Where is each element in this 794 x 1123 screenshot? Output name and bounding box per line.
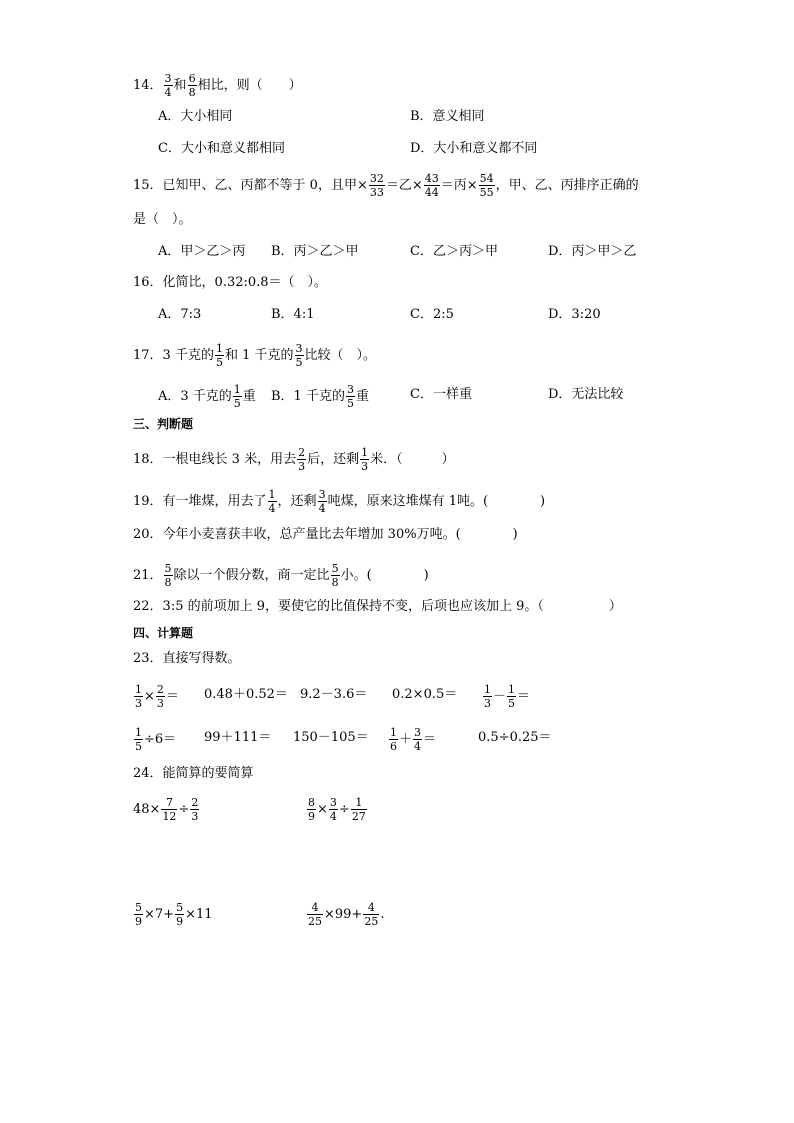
fraction: $\frac{3}{5}$ [295,342,303,369]
question-16: 16．化简比，0.32:0.8＝（ ）。 [133,275,328,290]
q14-option-a: A．大小相同 [158,109,233,124]
q16-option-b: B．4:1 [271,307,315,322]
fraction: $\frac{3}{4}$ [318,488,326,515]
simplify-expr-2: $\frac{8}{9}$ × $\frac{3}{4}$ ÷ $\frac{1}{27}$ [308,796,366,823]
calc-r1-c: 9.2－3.6＝ [300,687,368,702]
fraction: $\frac{4}{25}$ [364,901,379,928]
fraction: $\frac{6}{8}$ [188,72,196,99]
fraction: $\frac{32}{33}$ [369,172,384,199]
fraction: $\frac{2}{3}$ [191,796,199,823]
fraction: $\frac{1}{27}$ [351,796,366,823]
fraction: $\frac{4}{25}$ [308,901,322,928]
q14-option-c: C．大小和意义都相同 [158,141,285,156]
fraction: $\frac{7}{12}$ [162,796,177,823]
q15-option-c: C．乙＞丙＞甲 [410,244,498,259]
fraction: $\frac{3}{4}$ [329,796,337,823]
question-19: 19．有一堆煤，用去了 $\frac{1}{4}$ ，还剩 $\frac{3}{4}$ 吨煤，原来这堆煤有 1吨。( ) [133,488,546,515]
simplify-expr-4: $\frac{4}{25}$ ×99+ $\frac{4}{25}$ . [308,901,385,928]
fraction: $\frac{3}{4}$ [164,72,172,99]
q15-option-d: D．丙＞甲＞乙 [548,244,637,259]
fraction: $\frac{1}{5}$ [215,342,223,369]
q14-option-d: D．大小和意义都不同 [410,141,538,156]
calc-r1-a: $\frac{1}{3}$ × $\frac{2}{3}$ ＝ [135,683,179,710]
section-heading-judgment: 三、判断题 [133,417,194,431]
q15-option-b: B．丙＞乙＞甲 [271,244,359,259]
fraction: $\frac{54}{55}$ [479,172,494,199]
fraction: $\frac{2}{3}$ [156,683,164,710]
section-heading-calculation: 四、计算题 [133,626,194,640]
fraction: $\frac{1}{5}$ [508,683,516,710]
q16-option-c: C．2:5 [410,307,454,322]
simplify-expr-3: $\frac{5}{9}$ ×7+ $\frac{5}{9}$ ×11 [135,901,213,928]
fraction: $\frac{8}{9}$ [308,796,315,823]
q15-option-a: A．甲＞乙＞丙 [158,244,246,259]
calc-r2-b: 99＋111＝ [204,730,272,745]
fraction: $\frac{5}{9}$ [176,901,184,928]
fraction: $\frac{1}{3}$ [135,683,142,710]
question-21: 21． $\frac{5}{8}$ 除以一个假分数，商一定比 $\frac{5}{8}$ 小。( ) [133,562,429,589]
question-20: 20．今年小麦喜获丰收，总产量比去年增加 30%万吨。( ) [133,527,518,542]
question-15: 15．已知甲、乙、丙都不等于 0，且甲× $\frac{32}{33}$ ＝乙× $\frac{43}{44}$ ＝丙× $\frac{54}{55}$ ，甲、乙、丙排序正确的 [133,172,639,199]
question-14: 14． $\frac{3}{4}$ 和 $\frac{6}{8}$ 相比，则（ ） [133,72,302,99]
fraction: $\frac{43}{44}$ [424,172,439,199]
fraction: $\frac{1}{5}$ [233,383,241,410]
fraction: $\frac{1}{4}$ [268,488,276,515]
fraction: $\frac{3}{5}$ [346,383,354,410]
q17-option-b: B．1 千克的 $\frac{3}{5}$ 重 [271,383,369,410]
question-24-title: 24．能简算的要简算 [133,766,254,781]
question-23-title: 23．直接写得数。 [133,651,241,666]
question-22: 22．3:5 的前项加上 9，要使它的比值保持不变，后项也应该加上 9。（ ） [133,599,622,614]
q17-option-d: D．无法比较 [548,387,624,402]
fraction: $\frac{1}{3}$ [484,683,491,710]
q16-option-d: D．3:20 [548,307,601,322]
calc-r2-a: $\frac{1}{5}$ ÷6＝ [135,726,177,753]
fraction: $\frac{5}{9}$ [135,901,142,928]
fraction: $\frac{1}{6}$ [390,726,397,753]
question-18: 18．一根电线长 3 米，用去 $\frac{2}{3}$ 后，还剩 $\frac{1}{3}$ 米．（ ） [133,446,455,473]
q17-option-c: C．一样重 [410,387,472,402]
fraction: $\frac{5}{8}$ [164,562,172,589]
q14-number: 14． [133,78,163,93]
fraction: $\frac{3}{4}$ [414,726,422,753]
q17-option-a: A．3 千克的 $\frac{1}{5}$ 重 [158,383,256,410]
calc-r1-b: 0.48＋0.52＝ [204,687,288,702]
q16-option-a: A．7:3 [158,307,202,322]
q15-line2: 是（ ）。 [133,212,192,227]
fraction: $\frac{1}{5}$ [135,726,142,753]
calc-r1-d: 0.2×0.5＝ [392,687,458,702]
calc-r2-e: 0.5÷0.25＝ [478,730,552,745]
calc-r2-c: 150－105＝ [293,730,369,745]
calc-r2-d: $\frac{1}{6}$ ＋ $\frac{3}{4}$ ＝ [390,726,437,753]
simplify-expr-1: 48× $\frac{7}{12}$ ÷ $\frac{2}{3}$ [133,796,199,823]
q14-option-b: B．意义相同 [410,109,485,124]
calc-r1-e: $\frac{1}{3}$ － $\frac{1}{5}$ ＝ [484,683,531,710]
question-17: 17．3 千克的 $\frac{1}{5}$ 和 1 千克的 $\frac{3}{5}$ 比较（ ）。 [133,342,377,369]
fraction: $\frac{2}{3}$ [298,446,306,473]
fraction: $\frac{5}{8}$ [331,562,339,589]
fraction: $\frac{1}{3}$ [361,446,369,473]
